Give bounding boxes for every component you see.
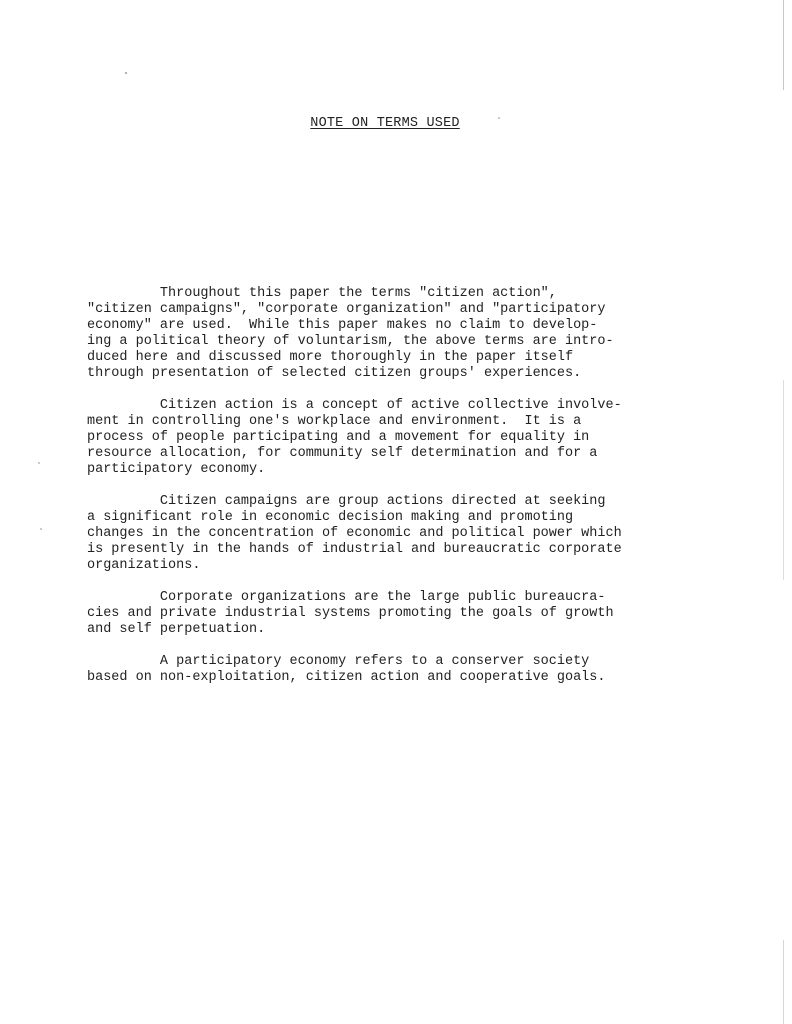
paragraph-participatory-economy: A participatory economy refers to a conserver society based on non-exploitation, citizen action and cooperative goals.: [87, 654, 606, 685]
page-title: NOTE ON TERMS USED: [310, 116, 460, 131]
scan-speck: [40, 528, 42, 530]
scan-edge-line: [783, 380, 784, 580]
paragraph-intro: Throughout this paper the terms "citizen action", "citizen campaigns", "corporate organization" and "participatory economy" are used. While this paper makes no claim to develop- ing a political theory of voluntarism, the above terms are intro- duced here and discussed more thoroughly in the paper itself through presentation of selected citizen groups' experiences.: [87, 286, 614, 381]
scan-speck: [498, 117, 500, 119]
scan-edge-line: [783, 940, 784, 1024]
paragraph-citizen-action: Citizen action is a concept of active collective involve- ment in controlling one's workplace and environment. It is a process of people participating and a movement for equality in resource allocation, for community self determination and for a participatory economy.: [87, 398, 622, 477]
body-text: [87, 286, 727, 702]
paragraph-citizen-campaigns: Citizen campaigns are group actions directed at seeking a significant role in economic decision making and promoting changes in the concentration of economic and political power which is presently in the hands of industrial and bureaucratic corporate organizations.: [87, 494, 622, 573]
scan-speck: [125, 72, 127, 74]
scan-speck: [38, 462, 40, 464]
scan-edge-line: [783, 0, 784, 90]
paragraph-corporate-organizations: Corporate organizations are the large public bureaucra- cies and private industrial systems promoting the goals of growth and self perpetuation.: [87, 590, 614, 637]
